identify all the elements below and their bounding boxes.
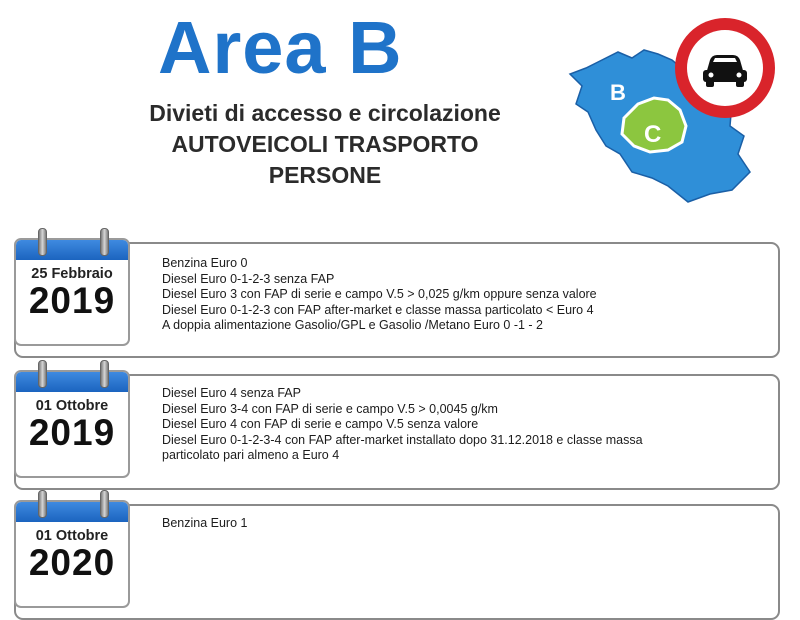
zone-b-label: B bbox=[610, 80, 626, 105]
calendar-header bbox=[16, 240, 128, 260]
calendar-ring-icon bbox=[38, 228, 47, 256]
calendar-header bbox=[16, 372, 128, 392]
entry-line: Benzina Euro 0 bbox=[162, 256, 248, 270]
subtitle-line-3: PERSONE bbox=[268, 162, 382, 188]
page-title: Area B bbox=[158, 6, 403, 89]
entry-line: Diesel Euro 3 con FAP di serie e campo V.5 > 0,025 g/km oppure senza valore bbox=[162, 287, 597, 301]
entry-row bbox=[14, 228, 780, 360]
calendar-icon bbox=[14, 490, 132, 610]
calendar-date: 01 Ottobre bbox=[35, 398, 109, 414]
entry-line: Diesel Euro 0-1-2-3-4 con FAP after-market installato dopo 31.12.2018 e classe massa bbox=[162, 432, 643, 447]
entry-line: Diesel Euro 0-1-2-3 con FAP after-market e classe massa particolato < Euro 4 bbox=[162, 302, 594, 317]
subtitle-line-1: Divieti di accesso e circolazione bbox=[149, 100, 501, 126]
calendar-ring-icon bbox=[100, 490, 109, 518]
calendar-body bbox=[14, 370, 130, 478]
subtitle-line-2: AUTOVEICOLI TRASPORTO bbox=[171, 131, 479, 157]
entry-line: Diesel Euro 0-1-2-3 senza FAP bbox=[162, 271, 335, 286]
entry-lines bbox=[162, 256, 762, 334]
calendar-header bbox=[16, 502, 128, 522]
entry-lines bbox=[162, 516, 762, 532]
calendar-ring-icon bbox=[100, 228, 109, 256]
calendar-icon bbox=[14, 228, 132, 348]
entry-line: Diesel Euro 4 senza FAP bbox=[162, 386, 301, 400]
no-cars-sign-icon bbox=[675, 18, 775, 118]
entry-row bbox=[14, 490, 780, 613]
calendar-icon bbox=[14, 360, 132, 480]
entry-line: particolato pari almeno a Euro 4 bbox=[162, 448, 340, 462]
area-b-logo bbox=[560, 14, 790, 209]
zone-c-label: C bbox=[644, 121, 662, 148]
calendar-ring-icon bbox=[38, 490, 47, 518]
entry-line: Diesel Euro 3-4 con FAP di serie e campo V.5 > 0,0045 g/km bbox=[162, 401, 498, 416]
entry-lines bbox=[162, 386, 762, 464]
calendar-year: 2019 bbox=[28, 280, 116, 321]
zone-map-icon bbox=[560, 14, 790, 209]
calendar-year: 2019 bbox=[28, 412, 116, 453]
calendar-date: 25 Febbraio bbox=[31, 266, 113, 282]
page-subtitle bbox=[40, 98, 610, 191]
calendar-date: 01 Ottobre bbox=[35, 528, 109, 544]
calendar-body bbox=[14, 500, 130, 608]
entry-row bbox=[14, 360, 780, 492]
entry-line: Benzina Euro 1 bbox=[162, 516, 248, 530]
calendar-ring-icon bbox=[38, 360, 47, 388]
calendar-body bbox=[14, 238, 130, 346]
calendar-year: 2020 bbox=[28, 542, 116, 583]
calendar-ring-icon bbox=[100, 360, 109, 388]
entry-line: A doppia alimentazione Gasolio/GPL e Gasolio /Metano Euro 0 -1 - 2 bbox=[162, 318, 544, 332]
entry-line: Diesel Euro 4 con FAP di serie e campo V.5 senza valore bbox=[162, 417, 479, 431]
